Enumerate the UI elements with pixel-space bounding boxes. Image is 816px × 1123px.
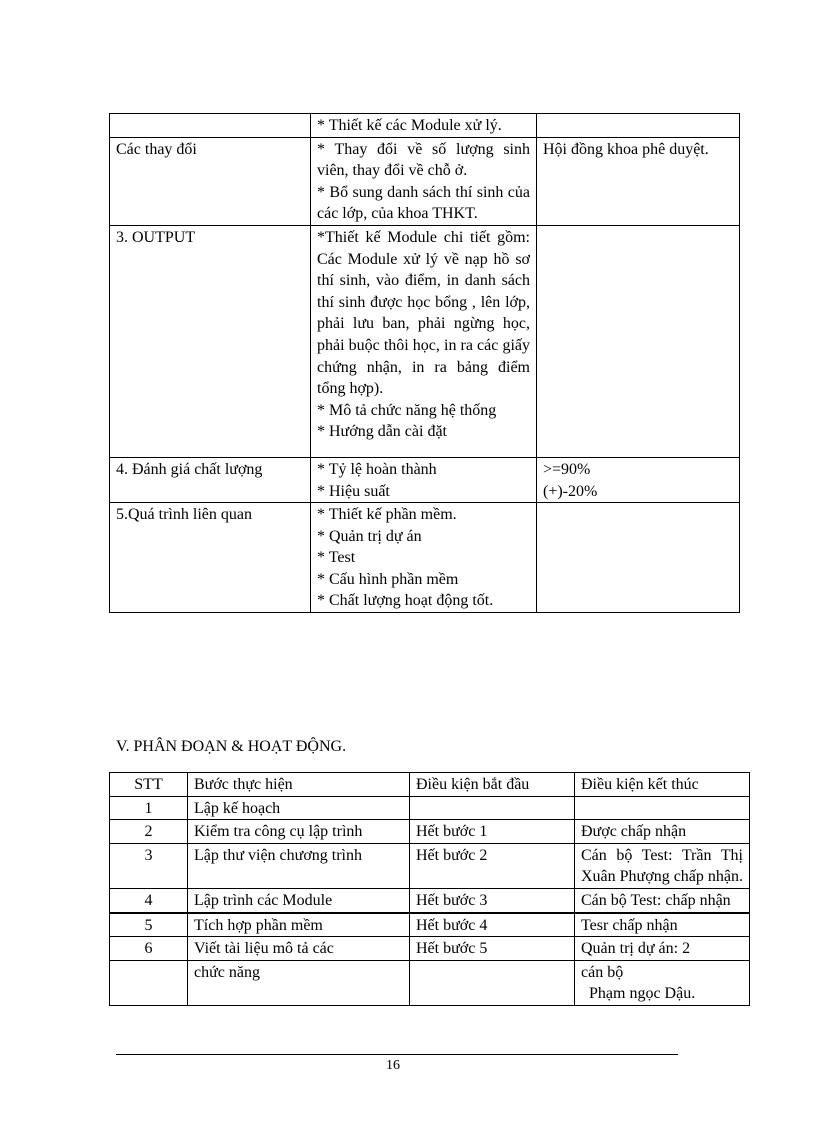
cell-stt	[110, 960, 188, 1005]
row-content	[311, 114, 537, 138]
header-start: Điều kiện bắt đầu	[410, 773, 575, 797]
content-line: * Thiết kế các Module xử lý.	[317, 117, 502, 134]
cell-end: Cán bộ Test: Trần Thị Xuân Phượng chấp nhận.	[575, 843, 750, 888]
content-line: * Mô tả chức năng hệ thống	[317, 401, 497, 419]
cell-step: Lập kế hoạch	[188, 796, 410, 820]
table-row	[110, 820, 750, 844]
table-row	[110, 888, 750, 912]
cell-step: Lập trình các Module	[188, 888, 410, 912]
row-result: Hội đồng khoa phê duyệt.	[537, 137, 740, 225]
cell-end: Tesr chấp nhận	[575, 913, 750, 937]
row-content	[311, 457, 537, 502]
page-number: 16	[386, 1058, 400, 1073]
table-row	[110, 960, 750, 1005]
table-row	[110, 137, 740, 225]
cell-stt: 6	[110, 937, 188, 961]
row-result	[537, 114, 740, 138]
row-result	[537, 503, 740, 613]
content-line: * Hiệu suất	[317, 482, 390, 500]
end-line: Phạm ngọc Dậu.	[589, 985, 696, 1003]
cell-stt: 5	[110, 913, 188, 937]
row-content	[311, 225, 537, 457]
cell-start: Hết bước 5	[410, 937, 575, 961]
end-line: cán bộ	[581, 963, 624, 981]
cell-step: Tích hợp phần mềm	[188, 913, 410, 937]
result-line: >=90%	[543, 460, 591, 478]
phase-activity-table	[109, 772, 750, 1006]
cell-end: Quản trị dự án: 2	[575, 937, 750, 961]
content-line: * Test	[317, 549, 356, 567]
content-line: * Chất lượng hoạt động tốt.	[317, 592, 494, 610]
table-row	[110, 457, 740, 502]
table-row	[110, 843, 750, 888]
table-header-row	[110, 773, 750, 797]
row-label: 4. Đánh giá chất lượng	[110, 457, 311, 502]
cell-step: Viết tài liệu mô tả các	[188, 937, 410, 961]
table-row	[110, 937, 750, 961]
cell-step: Lập thư viện chương trình	[188, 843, 410, 888]
content-line: * Quản trị dự án	[317, 527, 422, 545]
cell-start	[410, 960, 575, 1005]
cell-start: Hết bước 4	[410, 913, 575, 937]
content-line: * Hướng dẫn cài đặt	[317, 423, 447, 441]
content-line: * Tỷ lệ hoàn thành	[317, 460, 437, 478]
header-stt: STT	[110, 773, 188, 797]
cell-step: Kiểm tra công cụ lập trình	[188, 820, 410, 844]
section-title: V. PHÂN ĐOẠN & HOẠT ĐỘNG.	[116, 738, 347, 755]
result-line: (+)-20%	[543, 482, 598, 500]
content-line: * Bổ sung danh sách thí sinh của các lớp, của khoa THKT.	[317, 183, 530, 223]
content-line: * Thiết kế phần mềm.	[317, 506, 457, 524]
cell-start: Hết bước 2	[410, 843, 575, 888]
row-label: Các thay đổi	[110, 137, 311, 225]
cell-stt: 3	[110, 843, 188, 888]
row-content	[311, 503, 537, 613]
table-row	[110, 503, 740, 613]
row-label	[110, 114, 311, 138]
content-line: * Cấu hình phần mềm	[317, 570, 459, 588]
row-result	[537, 457, 740, 502]
row-label: 3. OUTPUT	[110, 225, 311, 457]
project-definition-table	[109, 113, 740, 613]
row-content	[311, 137, 537, 225]
header-end: Điều kiện kết thúc	[575, 773, 750, 797]
cell-step: chức năng	[188, 960, 410, 1005]
header-step: Bước thực hiện	[188, 773, 410, 797]
cell-start: Hết bước 1	[410, 820, 575, 844]
cell-start	[410, 796, 575, 820]
table-row	[110, 225, 740, 457]
cell-stt: 1	[110, 796, 188, 820]
content-line: *Thiết kế Module chi tiết gồm: Các Module xử lý về nạp hồ sơ thí sinh, vào điểm, in danh sách thí sinh được học bổng , lên lớp, phải lưu ban, phải ngừng học, phải buộc thôi học, in ra các giấy chứng nhận, in ra bảng điểm tổng hợp).	[317, 228, 530, 398]
table-row	[110, 114, 740, 138]
cell-stt: 4	[110, 888, 188, 912]
content-line: * Thay đổi về số lượng sinh viên, thay đổi về chỗ ở.	[317, 140, 530, 180]
cell-stt: 2	[110, 820, 188, 844]
row-result	[537, 225, 740, 457]
table-row	[110, 796, 750, 820]
table-row	[110, 913, 750, 937]
row-label: 5.Quá trình liên quan	[110, 503, 311, 613]
cell-end	[575, 960, 750, 1005]
cell-start: Hết bước 3	[410, 888, 575, 912]
cell-end: Được chấp nhận	[575, 820, 750, 844]
cell-end: Cán bộ Test: chấp nhận	[575, 888, 750, 912]
footer-divider	[116, 1054, 678, 1055]
cell-end	[575, 796, 750, 820]
